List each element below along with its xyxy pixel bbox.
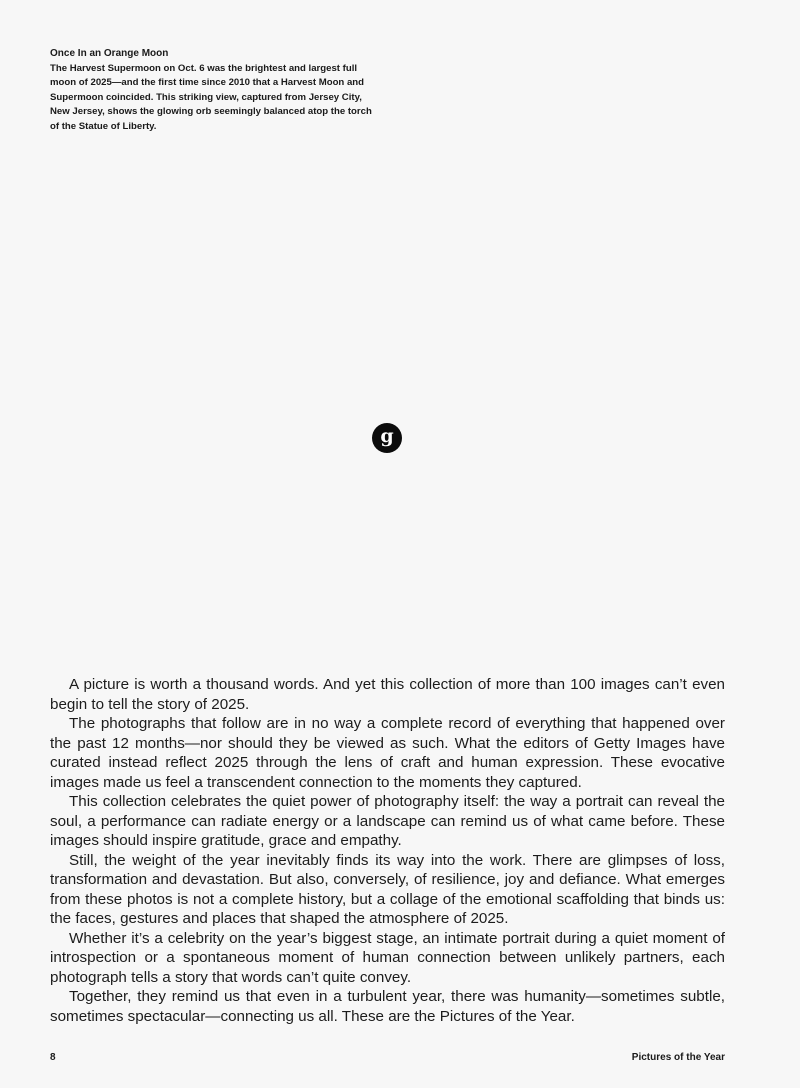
caption-text: The Harvest Supermoon on Oct. 6 was the brightest and largest full moon of 2025—and the first time since 2010 that a Harvest Moon and Supermoon coincided. This striking view, captured from Jersey City, New Jersey, shows the glowing orb seemingly balanced atop the torch of the Statue of Liberty. — [50, 62, 372, 132]
page-footer — [50, 1052, 725, 1063]
caption-title: Once In an Orange Moon — [50, 48, 169, 59]
page-number: 8 — [50, 1052, 56, 1063]
paragraph: Whether it’s a celebrity on the year’s biggest stage, an intimate portrait during a quiet moment of introspection or a spontaneous moment of human connection between unlikely partners, each photograph tells a story that words can’t quite convey. — [50, 929, 725, 986]
paragraph: A picture is worth a thousand words. And yet this collection of more than 100 images can’t even begin to tell the story of 2025. — [50, 676, 725, 713]
getty-logo-icon: g — [372, 423, 402, 453]
paragraph: This collection celebrates the quiet power of photography itself: the way a portrait can reveal the soul, a performance can radiate energy or a landscape can remind us of what came before. These images should inspire gratitude, grace and empathy. — [50, 793, 725, 849]
paragraph: Still, the weight of the year inevitably finds its way into the work. There are glimpses of loss, transformation and devastation. But also, conversely, of resilience, joy and defiance. What emerges from these photos is not a complete history, but a collage of the emotional scaffolding that binds us: the faces, gestures and places that shaped the atmosphere of 2025. — [50, 851, 725, 927]
intro-article — [50, 675, 725, 1026]
photo-caption — [50, 47, 380, 134]
paragraph: The photographs that follow are in no way a complete record of everything that happened over the past 12 months—nor should they be viewed as such. What the editors of Getty Images have curated instead reflect 2025 through the lens of craft and human expression. These evocative images made us feel a transcendent connection to the moments they captured. — [50, 715, 725, 791]
running-title: Pictures of the Year — [631, 1052, 725, 1063]
paragraph: Together, they remind us that even in a turbulent year, there was humanity—sometimes subtle, sometimes spectacular—connecting us all. These are the Pictures of the Year. — [50, 988, 725, 1025]
